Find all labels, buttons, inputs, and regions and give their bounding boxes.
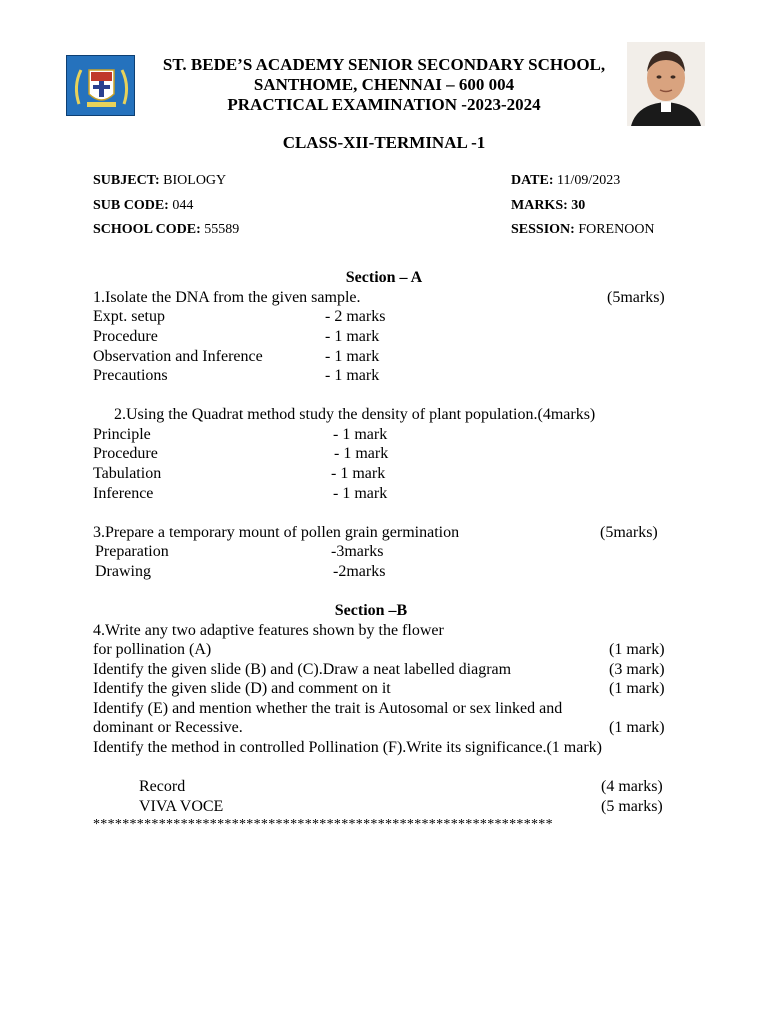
- q4-marks: (1 mark): [609, 719, 665, 736]
- q2-item-label: Tabulation: [93, 465, 162, 482]
- record-label: Record: [139, 778, 186, 795]
- stars-divider: ***************************************************************: [93, 817, 553, 832]
- q2-item-value: - 1 mark: [333, 426, 388, 443]
- date-value: 11/09/2023: [557, 173, 621, 188]
- q2-item-value: - 1 mark: [333, 485, 388, 502]
- q1-item-label: Expt. setup: [93, 308, 165, 325]
- date-label: DATE:: [511, 173, 554, 188]
- school-name: ST. BEDE’S ACADEMY SENIOR SECONDARY SCHOOL,: [162, 55, 606, 74]
- q1-text: 1.Isolate the DNA from the given sample.: [93, 289, 361, 306]
- schoolcode-value: 55589: [204, 222, 240, 237]
- q4-marks: (3 mark): [609, 661, 665, 678]
- class-title: CLASS-XII-TERMINAL -1: [282, 133, 486, 152]
- viva-marks: (5 marks): [601, 798, 663, 815]
- subcode-label: SUB CODE:: [93, 198, 169, 213]
- q4-line: dominant or Recessive.: [93, 719, 243, 736]
- subcode-value: 044: [172, 198, 194, 213]
- q4-line: for pollination (A): [93, 641, 212, 658]
- viva-label: VIVA VOCE: [139, 798, 224, 815]
- session-label: SESSION:: [511, 222, 575, 237]
- marks-row: [511, 198, 585, 214]
- record-marks: (4 marks): [601, 778, 663, 795]
- section-b-title: Section –B: [334, 602, 408, 619]
- q2-item-label: Principle: [93, 426, 151, 443]
- q4-line: Identify the given slide (B) and (C).Draw a neat labelled diagram: [93, 661, 512, 678]
- q3-text: 3.Prepare a temporary mount of pollen grain germination: [93, 524, 460, 541]
- subject-label: SUBJECT:: [93, 173, 160, 188]
- q4-marks: (1 mark): [609, 641, 665, 658]
- date-row: [511, 173, 620, 189]
- subject-value: BIOLOGY: [163, 173, 227, 188]
- q2-item-value: - 1 mark: [331, 465, 386, 482]
- q2-text: 2.Using the Quadrat method study the density of plant population.(4marks): [114, 406, 596, 423]
- q4-line: 4.Write any two adaptive features shown by the flower: [93, 622, 444, 639]
- q3-marks: (5marks): [600, 524, 658, 541]
- q1-item-label: Procedure: [93, 328, 158, 345]
- schoolcode-row: [93, 222, 239, 238]
- q1-item-value: - 1 mark: [325, 328, 380, 345]
- q2-item-label: Inference: [93, 485, 154, 502]
- q4-line: Identify the given slide (D) and comment on it: [93, 680, 391, 697]
- marks-label: MARKS: 30: [511, 198, 586, 213]
- subcode-row: [93, 198, 193, 214]
- q4-line: Identify (E) and mention whether the trait is Autosomal or sex linked and: [93, 700, 563, 717]
- q2-item-label: Procedure: [93, 445, 158, 462]
- q2-item-value: - 1 mark: [334, 445, 389, 462]
- q4-marks: (1 mark): [609, 680, 665, 697]
- q1-item-value: - 1 mark: [325, 367, 380, 384]
- q1-marks: (5marks): [607, 289, 665, 306]
- q1-item-value: - 2 marks: [325, 308, 386, 325]
- q3-item-label: Preparation: [95, 543, 169, 560]
- school-address: SANTHOME, CHENNAI – 600 004: [253, 75, 515, 94]
- q3-item-value: -3marks: [331, 543, 384, 560]
- q1-item-value: - 1 mark: [325, 348, 380, 365]
- exam-title: PRACTICAL EXAMINATION -2023-2024: [227, 95, 541, 114]
- session-row: [511, 222, 655, 238]
- section-a-title: Section – A: [345, 269, 423, 286]
- q3-item-value: -2marks: [333, 563, 386, 580]
- q4-line: Identify the method in controlled Pollination (F).Write its significance.(1 mark): [93, 739, 603, 756]
- subject-row: [93, 173, 226, 189]
- q1-item-label: Precautions: [93, 367, 168, 384]
- session-value: FORENOON: [578, 222, 655, 237]
- schoolcode-label: SCHOOL CODE:: [93, 222, 201, 237]
- q1-item-label: Observation and Inference: [93, 348, 263, 365]
- q3-item-label: Drawing: [95, 563, 151, 580]
